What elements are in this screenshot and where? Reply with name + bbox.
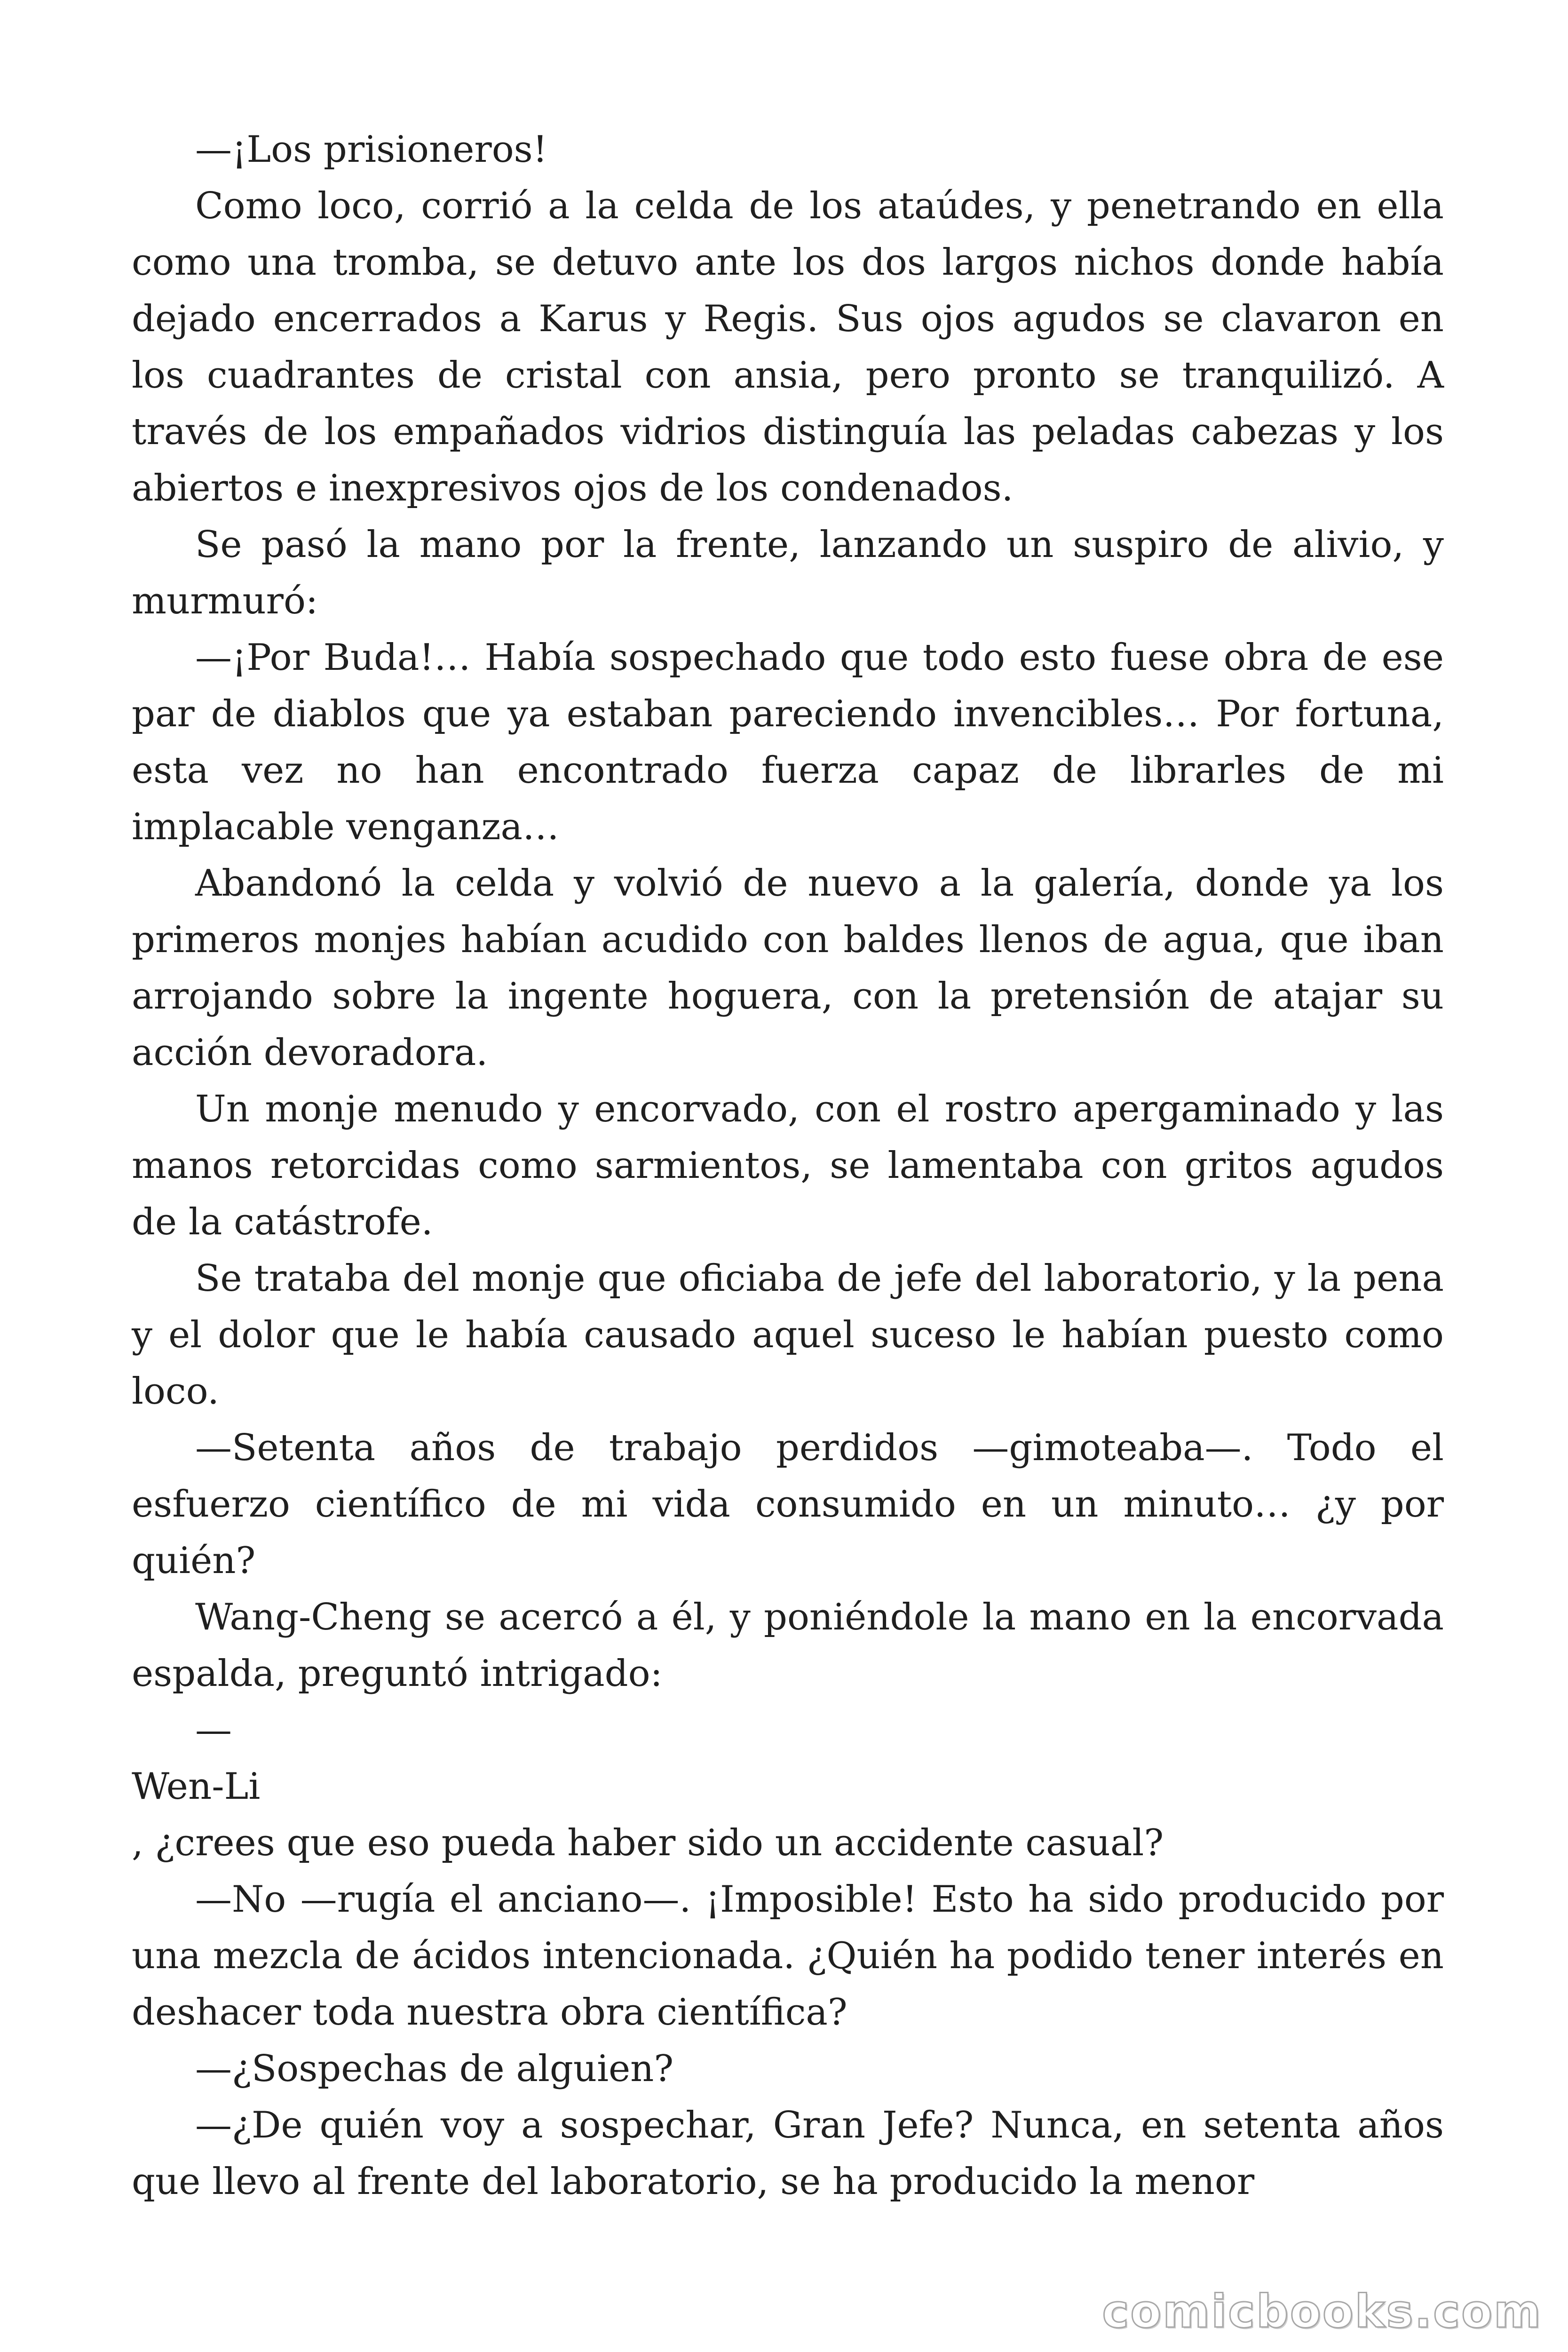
paragraph: Un monje menudo y encorvado, con el rostro apergaminado y las manos retorcidas como sarmientos, se lamentaba con gritos agudos de la catástrofe. — [132, 1088, 1444, 1243]
paragraph-fragment: Wen-Li — [132, 1765, 261, 1808]
paragraph: —¡Los prisioneros! — [195, 128, 548, 171]
paragraph: —Setenta años de trabajo perdidos —gimoteaba—. Todo el esfuerzo científico de mi vida consumido en un minuto… ¿y por quién? — [132, 1427, 1444, 1582]
paragraph: —¡Por Buda!… Había sospechado que todo esto fuese obra de ese par de diablos que ya estaban pareciendo invencibles… Por fortuna, esta vez no han encontrado fuerza capaz de librarles de mi implacable venganza… — [132, 636, 1444, 848]
watermark: comicbooks.com — [1102, 2285, 1542, 2338]
paragraph: —¿Sospechas de alguien? — [195, 2048, 674, 2090]
paragraph: —No —rugía el anciano—. ¡Imposible! Esto ha sido producido por una mezcla de ácidos intencionada. ¿Quién ha podido tener interés en deshacer toda nuestra obra científica? — [132, 1878, 1444, 2034]
paragraph: — — [195, 1709, 232, 1751]
paragraph-fragment: , ¿crees que eso pueda haber sido un accidente casual? — [132, 1822, 1164, 1864]
paragraph: Abandonó la celda y volvió de nuevo a la galería, donde ya los primeros monjes habían acudido con baldes llenos de agua, que iban arrojando sobre la ingente hoguera, con la pretensión de atajar su acción devoradora. — [132, 862, 1444, 1074]
paragraph: Se trataba del monje que oficiaba de jefe del laboratorio, y la pena y el dolor que le había causado aquel suceso le habían puesto como loco. — [132, 1257, 1444, 1413]
paragraph: Wang-Cheng se acercó a él, y poniéndole la mano en la encorvada espalda, preguntó intrigado: — [132, 1596, 1444, 1695]
paragraph: Se pasó la mano por la frente, lanzando un suspiro de alivio, y murmuró: — [132, 524, 1444, 622]
body-text — [132, 121, 1444, 2210]
paragraph: —¿De quién voy a sospechar, Gran Jefe? Nunca, en setenta años que llevo al frente del laboratorio, se ha producido la menor — [132, 2104, 1444, 2203]
paragraph: Como loco, corrió a la celda de los ataúdes, y penetrando en ella como una tromba, se detuvo ante los dos largos nichos donde había dejado encerrados a Karus y Regis. Sus ojos agudos se clavaron en los cuadrantes de cristal con ansia, pero pronto se tranquilizó. A través de los empañados vidrios distinguía las peladas cabezas y los abiertos e inexpresivos ojos de los condenados. — [132, 185, 1444, 509]
